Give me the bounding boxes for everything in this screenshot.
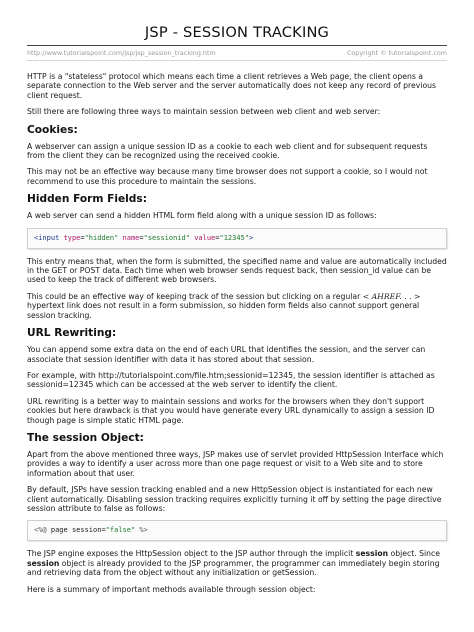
source-url-link[interactable]: http://www.tutorialspoint.com/jsp/jsp_session_tracking.htm (27, 49, 216, 57)
text-run: hypertext link does not result in a form submission, so hidden form fields also cannot support general session tracking. (27, 301, 420, 320)
code-block-page-directive (27, 520, 447, 541)
code-token: <input (34, 233, 60, 242)
section-heading-url-rewriting: URL Rewriting: (27, 327, 117, 340)
intro-paragraph: Still there are following three ways to maintain session between web client and web server: (27, 107, 381, 117)
code-block-hidden-input: <input type="hidden" name="sessionid" value="12345"> (27, 228, 447, 249)
code-token: value (194, 233, 216, 242)
code-token: "12345" (219, 233, 249, 242)
code-token: page (50, 526, 68, 535)
copyright-notice: Copyright © tutorialspoint.com (346, 49, 447, 57)
text-run: This could be an effective way of keeping track of the session but clicking on a regular (27, 291, 361, 301)
text-run: object. Since (390, 549, 440, 559)
section-heading-hidden-form-fields: Hidden Form Fields: (27, 193, 147, 206)
title-divider (27, 45, 447, 46)
hidden-fields-paragraph (27, 292, 447, 320)
url-rewriting-paragraph: For example, with http://tutorialspoint.com/file.htm;sessionid=12345, the session identifier is attached as sessionid=12345 which can be accessed at the web server to identify the client. (27, 370, 435, 390)
text-run: object is already provided to the JSP programmer, the programmer can immediately begin storing and retrieving data from the object without any initialization or getSession. (27, 558, 440, 578)
bold-term: session (355, 549, 389, 559)
page-meta (27, 49, 447, 58)
page-title: JSP - SESSION TRACKING (144, 24, 330, 41)
meta-divider (27, 60, 447, 61)
inline-math-href: < AHREF. . . > (362, 291, 421, 301)
session-object-paragraph: By default, JSPs have session tracking enabled and a new HttpSession object is instantiated for each new client automatically. Disabling session tracking requires explicitly turning it off by setting the page directive session attribute to false as follows: (27, 485, 442, 513)
code-token: "hidden" (84, 233, 119, 242)
code-token: name (122, 233, 140, 242)
hidden-fields-paragraph: A web server can send a hidden HTML form field along with a unique session ID as follows: (27, 211, 377, 221)
code-token: "sessionid" (143, 233, 190, 242)
code-token: type (63, 233, 81, 242)
code-token: %> (139, 526, 148, 535)
code-token: <%@ (34, 526, 47, 535)
text-run: The JSP engine exposes the HttpSession object to the JSP author through the implicit (27, 549, 354, 559)
session-object-paragraph: Apart from the above mentioned three ways, JSP makes use of servlet provided HttpSession Interface which provides a way to identify a user across more than one page request or visit to a Web site and to store information about that user. (27, 449, 444, 478)
bold-term: session (27, 558, 60, 568)
cookies-paragraph: This may not be an effective way because many time browser does not support a cookie, so I would not recommend to use this procedure to maintain the sessions. (27, 167, 428, 186)
section-heading-cookies: Cookies: (27, 123, 78, 136)
session-object-paragraph: Here is a summary of important methods available through session object: (27, 584, 316, 594)
article-body (27, 72, 447, 594)
url-rewriting-paragraph: You can append some extra data on the end of each URL that identifies the session, and the server can associate that session identifier with data it has stored about that session. (27, 345, 426, 364)
session-object-paragraph (27, 549, 447, 577)
code-token: > (249, 233, 254, 242)
intro-paragraph: HTTP is a "stateless" protocol which means each time a client retrieves a Web page, the client opens a separate connection to the Web server and the server automatically does not keep any record of previous client request. (27, 72, 437, 100)
cookies-paragraph: A webserver can assign a unique session ID as a cookie to each web client and for subsequent requests from the client they can be recognized using the received cookie. (27, 141, 428, 161)
code-token: "false" (105, 526, 136, 535)
code-token: session= (71, 526, 106, 535)
url-rewriting-paragraph: URL rewriting is a better way to maintain sessions and works for the browsers when they don't support cookies but here drawback is that you would have generate every URL dynamically to assign a session ID though page is simple static HTML page. (27, 396, 435, 425)
section-heading-session-object: The session Object: (27, 431, 144, 444)
hidden-fields-paragraph: This entry means that, when the form is submitted, the specified name and value are automatically included in the GET or POST data. Each time when web browser sends request back, then session_id value can be used to keep the track of different web browsers. (27, 256, 447, 285)
